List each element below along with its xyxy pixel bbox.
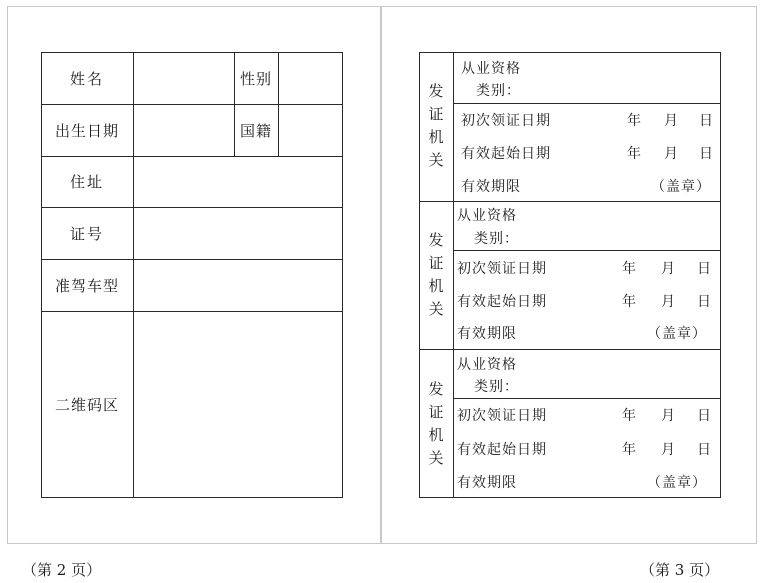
gender-value-cell[interactable] (279, 53, 342, 104)
first-issue-date-label: 初次领证日期 (461, 113, 551, 129)
month-label: 月 (664, 113, 679, 129)
authority-char: 发 (428, 82, 444, 100)
first-issue-date-label: 初次领证日期 (457, 261, 547, 277)
cert-no-label: 证号 (69, 224, 104, 243)
qualification-category-label: 类别： (476, 83, 521, 99)
day-label: 日 (699, 146, 714, 162)
day-label: 日 (697, 442, 712, 458)
table-divider (453, 103, 721, 104)
nationality-label: 国籍 (239, 121, 272, 140)
month-label: 月 (664, 146, 679, 162)
qr-area-label: 二维码区 (54, 396, 119, 414)
vehicle-type-label: 准驾车型 (54, 276, 119, 295)
validity-period-label: 有效期限 (457, 475, 517, 491)
valid-start-date-label: 有效起始日期 (457, 294, 547, 310)
page-number-right: （第 3 页） (640, 561, 720, 579)
nationality-value-cell[interactable] (279, 105, 342, 156)
block-divider (419, 349, 721, 350)
year-label: 年 (622, 442, 637, 458)
qualification-label: 从业资格 (457, 357, 517, 373)
qualification-label: 从业资格 (461, 61, 521, 77)
address-label: 住址 (69, 173, 104, 191)
first-issue-date-label: 初次领证日期 (457, 408, 547, 424)
seal-label: （盖章） (647, 475, 707, 491)
year-label: 年 (622, 294, 637, 310)
cert-no-value-cell[interactable] (134, 208, 342, 259)
qualification-label: 从业资格 (457, 208, 517, 224)
authority-char: 证 (428, 403, 444, 421)
gender-label: 性别 (239, 69, 272, 88)
qualification-category-label: 类别： (474, 379, 519, 395)
authority-label (419, 229, 453, 321)
year-label: 年 (627, 146, 642, 162)
table-divider (453, 398, 721, 399)
table-divider (453, 250, 721, 251)
day-label: 日 (699, 113, 714, 129)
authority-label (419, 378, 453, 470)
month-label: 月 (661, 442, 676, 458)
authority-char: 机 (428, 277, 444, 295)
authority-char: 机 (428, 426, 444, 444)
address-value-cell[interactable] (134, 157, 342, 207)
validity-period-label: 有效期限 (461, 179, 521, 195)
table-divider (453, 52, 454, 498)
valid-start-date-label: 有效起始日期 (461, 146, 551, 162)
birth-date-value-cell[interactable] (134, 105, 234, 156)
validity-period-label: 有效期限 (457, 326, 517, 342)
authority-char: 机 (428, 128, 444, 146)
authority-label (419, 80, 453, 172)
authority-char: 证 (428, 105, 444, 123)
authority-char: 关 (428, 300, 444, 318)
authority-char: 关 (428, 449, 444, 467)
month-label: 月 (661, 294, 676, 310)
year-label: 年 (622, 261, 637, 277)
day-label: 日 (697, 408, 712, 424)
name-label: 姓名 (69, 69, 104, 88)
year-label: 年 (622, 408, 637, 424)
authority-char: 关 (428, 151, 444, 169)
qr-area-cell (134, 312, 342, 497)
name-value-cell[interactable] (134, 53, 234, 104)
page-number-left: （第 2 页） (22, 561, 102, 579)
vehicle-type-value-cell[interactable] (134, 260, 342, 311)
day-label: 日 (697, 294, 712, 310)
authority-char: 发 (428, 380, 444, 398)
seal-label: （盖章） (651, 179, 711, 195)
valid-start-date-label: 有效起始日期 (457, 442, 547, 458)
authority-char: 发 (428, 231, 444, 249)
month-label: 月 (661, 408, 676, 424)
seal-label: （盖章） (647, 326, 707, 342)
block-divider (419, 201, 721, 202)
month-label: 月 (661, 261, 676, 277)
authority-char: 证 (428, 254, 444, 272)
qualification-category-label: 类别： (474, 231, 519, 247)
birth-date-label: 出生日期 (54, 121, 119, 140)
year-label: 年 (627, 113, 642, 129)
day-label: 日 (697, 261, 712, 277)
